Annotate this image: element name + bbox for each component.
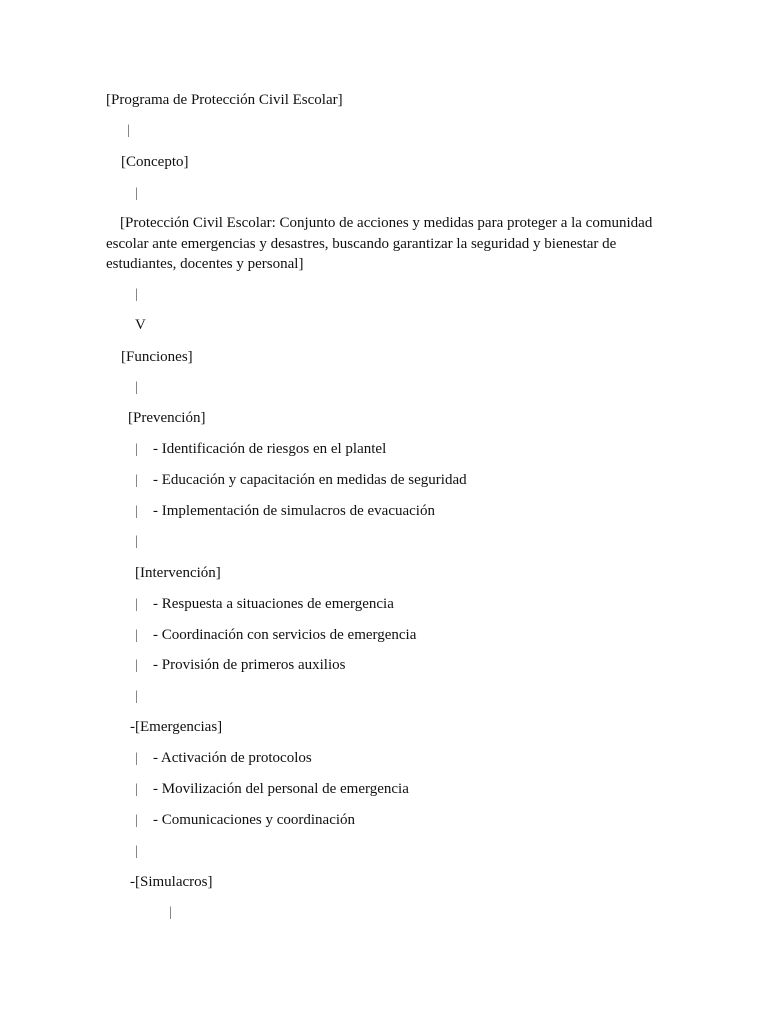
list-item bbox=[135, 440, 386, 459]
list-item-text: - Movilización del personal de emergencia bbox=[153, 781, 409, 797]
connector-line: | bbox=[135, 380, 138, 395]
connector-line: | bbox=[135, 442, 138, 457]
list-item bbox=[135, 502, 435, 521]
intervention-heading: [Intervención] bbox=[135, 565, 221, 581]
connector-line: | bbox=[135, 844, 138, 859]
list-item-text: - Identificación de riesgos en el plantel bbox=[153, 441, 387, 457]
connector-line: | bbox=[135, 597, 138, 612]
connector-line: | bbox=[135, 689, 138, 704]
connector-line: | bbox=[135, 813, 138, 828]
connector-line: | bbox=[135, 751, 138, 766]
functions-heading: [Funciones] bbox=[121, 349, 193, 365]
list-item bbox=[135, 595, 394, 614]
connector-line: | bbox=[169, 905, 172, 920]
list-item-text: - Implementación de simulacros de evacuación bbox=[153, 503, 435, 519]
list-item-text: - Provisión de primeros auxilios bbox=[153, 657, 346, 673]
connector-line: | bbox=[135, 534, 138, 549]
down-arrow: V bbox=[135, 317, 146, 333]
list-item-text: - Comunicaciones y coordinación bbox=[153, 812, 356, 828]
connector-line: | bbox=[127, 123, 130, 138]
list-item-text: - Coordinación con servicios de emergencia bbox=[153, 627, 417, 643]
prevention-heading: [Prevención] bbox=[128, 410, 206, 426]
list-item-text: - Activación de protocolos bbox=[153, 750, 312, 766]
list-item bbox=[135, 626, 416, 645]
list-item-text: - Educación y capacitación en medidas de seguridad bbox=[153, 472, 467, 488]
list-item bbox=[135, 471, 467, 490]
connector-line: | bbox=[135, 186, 138, 201]
connector-line: | bbox=[135, 658, 138, 673]
connector-line: | bbox=[135, 782, 138, 797]
concept-heading: [Concepto] bbox=[121, 154, 189, 170]
list-item bbox=[135, 811, 355, 830]
drills-heading: -[Simulacros] bbox=[130, 874, 213, 890]
emergencies-heading: -[Emergencias] bbox=[130, 719, 223, 735]
connector-line: | bbox=[135, 287, 138, 302]
concept-paragraph: [Protección Civil Escolar: Conjunto de acciones y medidas para proteger a la comunidad escolar ante emergencias y desastres, buscando garantizar la seguridad y bienestar de estudiantes, docentes y personal] bbox=[106, 215, 653, 272]
document-title: [Programa de Protección Civil Escolar] bbox=[106, 92, 343, 108]
list-item-text: - Respuesta a situaciones de emergencia bbox=[153, 596, 394, 612]
connector-line: | bbox=[135, 628, 138, 643]
connector-line: | bbox=[135, 504, 138, 519]
list-item bbox=[135, 749, 312, 768]
list-item bbox=[135, 780, 409, 799]
list-item bbox=[135, 656, 345, 675]
connector-line: | bbox=[135, 473, 138, 488]
